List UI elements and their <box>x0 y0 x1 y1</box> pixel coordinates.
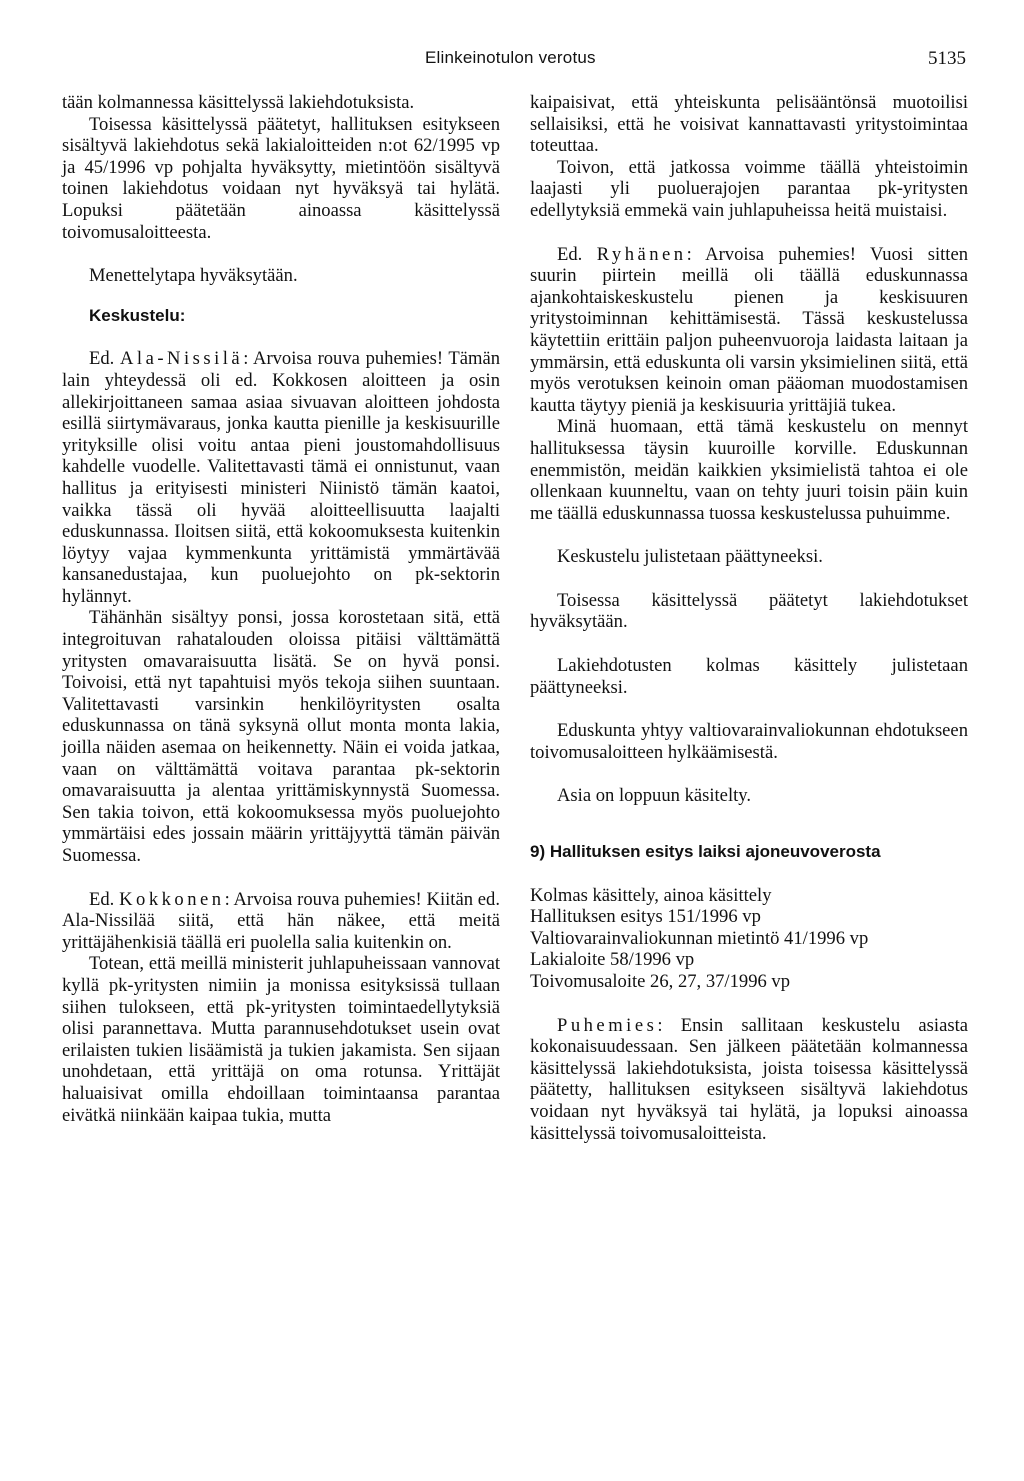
paragraph: Totean, että meillä ministerit juhlapuheissaan vannovat kyllä pk-yritysten nimiin ja monissa esityksissä tullaan siihen tulokseen, että pk-yritysten toimintaedellytyksiä olisi parannettava. Mutta parannusehdotukset usein ovat erilaisten tukien lisäämistä ja tukien jakamista. Sen sijaan unohdetaan, että yrittäjä on oma rotunsa. Yrittäjät haluaisivat omilla ehdoillaan toimintaansa parantaa eivätkä niinkään kaipaa tukia, mutta <box>62 953 500 1126</box>
speaker-prefix: Ed. <box>557 243 583 265</box>
detail-line: Valtiovarainvaliokunnan mietintö 41/1996 vp <box>530 927 869 949</box>
paragraph: tään kolmannessa käsittelyssä lakiehdotuksista. <box>62 92 415 113</box>
speaker-name: Puhemies <box>557 1014 658 1036</box>
discussion-heading: Keskustelu: <box>89 305 186 325</box>
procedure-note: Eduskunta yhtyy valtiovarainvaliokunnan ehdotukseen toivomusaloitteen hylkäämisestä. <box>530 720 968 763</box>
speaker-name: Ryhänen <box>596 243 687 265</box>
procedure-note: Asia on loppuun käsitelty. <box>557 785 752 807</box>
speech-text: : Arvoisa rouva puhemies! Tämän lain yhteydessä oli ed. Kokkosen aloitteen ja osin allekirjoittaneen samaa asiaa sivuavan aloitteen johdosta esillä siirtymävaraus, jonka kautta pienille ja keskisuurille yrityksille olisi voitu antaa pieni joustomahdollisuus kahdelle vuodelle. Valitettavasti tämä ei onnistunut, vaan hallitus ja erityisesti ministeri Niinistö tämän kaatoi, vaikka tässä oli hyvää aloitteellisuutta laajalti eduskunnassa. Iloitsen siitä, että kokoomuksesta kuitenkin löytyy vajaa kymmenkunta yrittämistä ymmärtävää kansanedustajaa, kun puoluejohto on pk-sektorin hylännyt. <box>62 348 500 607</box>
speaker-prefix: Ed. <box>89 348 115 370</box>
speech-puhemies <box>530 1015 968 1145</box>
detail-line: Hallituksen esitys 151/1996 vp <box>530 906 761 928</box>
speech-text: : Ensin sallitaan keskustelu asiasta kokonaisuudessaan. Sen jälkeen päätetään kolmannessa käsittelyssä lakiehdotuksista, joista toisessa käsittelyssä päätetty, hallituksen esitykseen sisältyvä lakiehdotus voidaan nyt hyväksyä tai hylätä, ja lopuksi ainoassa käsittelyssä toivomusaloitteista. <box>530 1014 968 1144</box>
page-number: 5135 <box>928 48 966 69</box>
speaker-prefix: Ed. <box>89 888 115 910</box>
paragraph: Toivon, että jatkossa voimme täällä yhteistoimin laajasti yli puoluerajojen parantaa pk-yritysten edellytyksiä emmekä vain juhlapuheissa heitä muistaisi. <box>530 156 968 221</box>
speech-text: : Arvoisa puhemies! Vuosi sitten suurin piirtein meillä oli täällä eduskunnassa ajankohtaiskeskustelu pienen ja keskisuuren yritystoiminnan kehittämisestä. Tässä keskustelussa käytettiin erittäin paljon puheenvuoroja laidasta laitaan ja ymmärsin, että eduskunta oli varsin yksimielinen siitä, että myös verotuksen keinoin oman pääoman muodostamisen kautta täytyy pieniä ja keskisuuria yrittäjiä tukea. <box>530 243 968 416</box>
paragraph: kaipaisivat, että yhteiskunta pelisääntönsä muotoilisi sellaisiksi, että he voisivat kannattavasti yritystoimintaa toteuttaa. <box>530 92 968 157</box>
paragraph: Minä huomaan, että tämä keskustelu on mennyt hallituksessa täysin kuuroille korville. Eduskunnan enemmistön, meidän kaikkien yksimielistä tahtoa ei ole ollenkaan kuunneltu, vaan on tehty juuri toisin päin kuin me täällä eduskunnassa tuossa keskustelussa puhuimme. <box>530 416 968 524</box>
running-title: Elinkeinotulon verotus <box>425 48 596 67</box>
right-column <box>530 92 968 1144</box>
speech-kokkonen <box>62 889 500 954</box>
detail-line: Kolmas käsittely, ainoa käsittely <box>530 884 772 906</box>
speaker-name: Kokkonen <box>119 888 225 910</box>
speech-ala-nissila <box>62 348 500 607</box>
speech-ryhanen <box>530 244 968 417</box>
procedure-note: Menettelytapa hyväksytään. <box>89 265 298 287</box>
page-header <box>0 48 1024 78</box>
paragraph: Tähänhän sisältyy ponsi, jossa korostetaan sitä, että integroituvan rahatalouden oloissa pitäisi välttämättä yritysten omavaraisuutta lisätä. Se on hyvä ponsi. Toivoisi, että nyt tapahtuisi myös tekoja siihen suuntaan. Valitettavasti varsinkin henkilöyritysten osalta eduskunnassa on tänä syksynä ollut monta monta lakia, joilla näiden asemaa on heikennetty. Näin ei voida jatkaa, vaan on välttämättä voitava parantaa pk-sektorin omavaraisuutta ja alentaa yrittämiskynnystä Suomessa. Sen takia toivon, että kokoomuksessa myös puoluejohto ymmärtäisi edes jossain määrin yrittäjyyttä tämän päivän Suomessa. <box>62 607 500 866</box>
procedure-note: Keskustelu julistetaan päättyneeksi. <box>557 546 823 568</box>
item-details <box>530 885 968 993</box>
speech-text: : Arvoisa rouva puhemies! Kiitän ed. Ala-Nissilää siitä, että hän näkee, että meitä yrittäjähenkisiä täällä eri puolella salia kuitenkin on. <box>62 888 500 953</box>
procedure-note: Toisessa käsittelyssä päätetyt lakiehdotukset hyväksytään. <box>530 589 968 633</box>
paragraph: Toisessa käsittelyssä päätetyt, hallituksen esitykseen sisältyvä lakiehdotus sekä lakialoitteiden n:ot 62/1995 vp ja 45/1996 vp pohjalta hyväksytty, mietintöön sisältyvä toinen lakiehdotus voidaan nyt hyväksyä tai hylätä. Lopuksi päätetään ainoassa käsittelyssä toivomusaloitteesta. <box>62 113 500 243</box>
left-column <box>62 92 500 1126</box>
speaker-name: Ala-Nissilä <box>120 348 244 370</box>
agenda-item-heading: 9) Hallituksen esitys laiksi ajoneuvoverosta <box>530 842 881 862</box>
detail-line: Toivomusaloite 26, 27, 37/1996 vp <box>530 971 791 992</box>
procedure-note: Lakiehdotusten kolmas käsittely julistetaan päättyneeksi. <box>530 655 968 698</box>
detail-line: Lakialoite 58/1996 vp <box>530 949 695 971</box>
